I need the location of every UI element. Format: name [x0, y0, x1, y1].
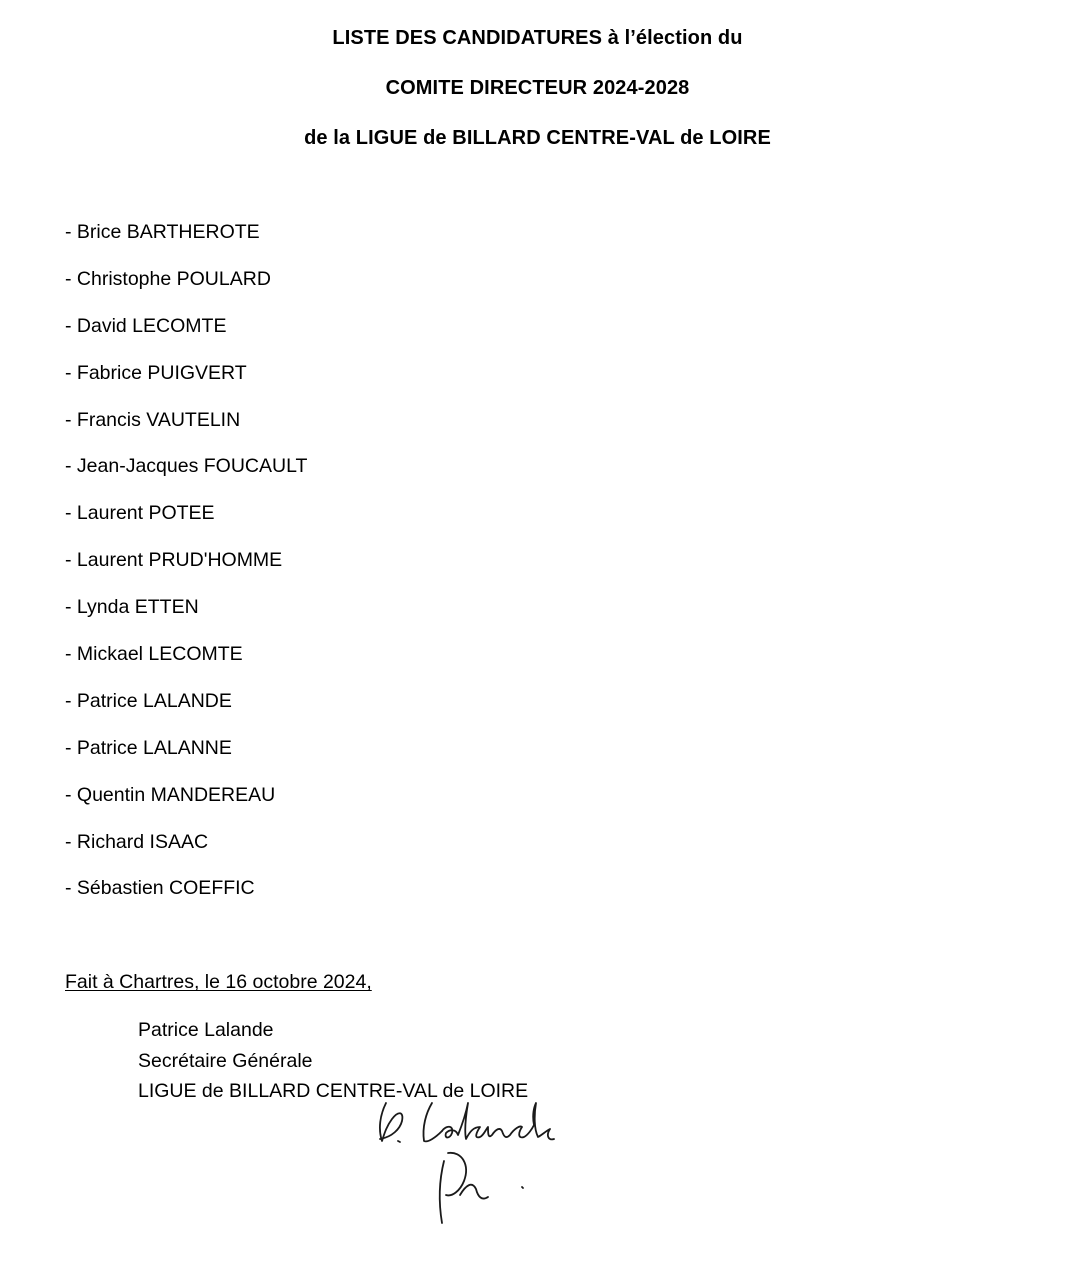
- document-title: [0, 22, 1075, 172]
- candidate-item: - Laurent PRUD'HOMME: [65, 549, 283, 572]
- candidate-item: - Patrice LALANDE: [65, 689, 232, 712]
- candidate-item: - Patrice LALANNE: [65, 736, 232, 759]
- title-line-3: de la LIGUE de BILLARD CENTRE-VAL de LOIRE: [304, 127, 771, 149]
- candidate-item: - David LECOMTE: [65, 314, 227, 337]
- place-date-line: Fait à Chartres, le 16 octobre 2024,: [65, 971, 372, 993]
- signature-stroke-lower-dot: [522, 1187, 523, 1188]
- candidate-item: - Laurent POTEE: [65, 502, 215, 525]
- candidate-item: - Quentin MANDEREAU: [65, 783, 276, 806]
- candidate-item: - Brice BARTHEROTE: [65, 221, 260, 243]
- title-line-2: COMITE DIRECTEUR 2024-2028: [385, 77, 690, 99]
- signature-stroke-lower-1: [440, 1161, 444, 1223]
- candidate-item: - Jean-Jacques FOUCAULT: [65, 455, 308, 478]
- signature-stroke-p: [380, 1103, 402, 1141]
- candidate-item: - Richard ISAAC: [65, 830, 209, 853]
- candidate-item: - Christophe POULARD: [65, 267, 271, 290]
- signatory-title: Secrétaire Générale: [138, 1049, 313, 1072]
- candidate-item: - Francis VAUTELIN: [65, 408, 241, 431]
- candidate-list: [65, 215, 307, 918]
- candidate-item: - Lynda ETTEN: [65, 596, 199, 619]
- signature-stroke-dot: [398, 1141, 400, 1142]
- signature-stroke-lower-3: [460, 1185, 488, 1199]
- signatory-organization: LIGUE de BILLARD CENTRE-VAL de LOIRE: [138, 1080, 529, 1102]
- signature-stroke-l: [423, 1103, 442, 1141]
- signature-strokes: [380, 1103, 554, 1223]
- candidate-item: - Mickael LECOMTE: [65, 643, 243, 666]
- handwritten-signature: [370, 1085, 570, 1235]
- signatory-name: Patrice Lalande: [138, 1019, 274, 1041]
- candidate-item: - Fabrice PUIGVERT: [65, 361, 247, 384]
- candidate-item: - Sébastien COEFFIC: [65, 877, 255, 900]
- title-line-1: LISTE DES CANDIDATURES à l’élection du: [332, 27, 743, 49]
- signature-stroke-alande: [442, 1103, 554, 1139]
- signature-stroke-lower-2: [446, 1153, 466, 1196]
